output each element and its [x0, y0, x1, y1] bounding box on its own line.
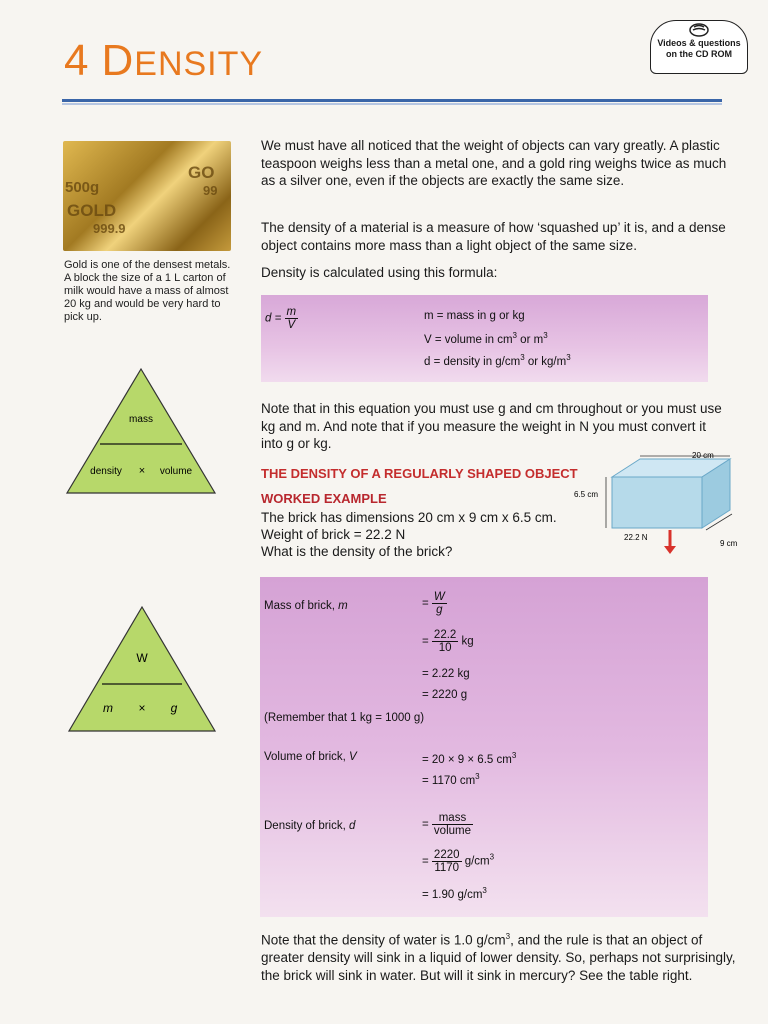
eq: = [422, 855, 429, 868]
exp: 3 [543, 331, 548, 340]
photo-label: 500g [65, 179, 100, 196]
exp: 3 [512, 331, 517, 340]
mass-formula [422, 591, 447, 616]
formula-denominator: V [287, 319, 296, 331]
triangle2-times: × [138, 701, 146, 715]
unit-kg: kg [461, 635, 474, 648]
photo-caption: Gold is one of the densest metals. A block the size of a 1 L carton of milk would have a mass of almost 20 kg and would be very hard to pick up. [64, 259, 231, 323]
vol2-text: = 1170 cm [422, 774, 476, 787]
brick-length-label: 20 cm [692, 451, 714, 460]
num1: 22.2 [433, 629, 457, 641]
cd-badge-line2: on the CD ROM [666, 49, 732, 59]
brick-diagram [570, 448, 750, 568]
note-units: Note that in this equation you must use g and cm throughout or you must use kg and m. And note that if you measure the weight in N you must convert it into g or kg. [261, 401, 722, 451]
eq: = [422, 635, 429, 648]
photo-label: GO [188, 163, 215, 182]
eq: = [422, 818, 429, 831]
density-step-2 [422, 849, 494, 874]
cd-badge-line1: Videos & questions [657, 38, 741, 48]
mass-step-2: = 2.22 kg [422, 668, 470, 680]
density-triangle [64, 366, 218, 496]
final-text: = 1.90 g/cm [422, 888, 483, 901]
def-density-text: d = density in g/cm [424, 355, 521, 368]
volume-label-text: Volume of brick, [264, 751, 350, 763]
formula-def-volume [424, 331, 548, 346]
title-rule-light [62, 103, 722, 105]
worked-line-3: What is the density of the brick? [261, 544, 453, 559]
mass-var: m [338, 600, 348, 612]
chapter-number: 4 [64, 36, 90, 85]
photo-label: GOLD [67, 201, 117, 220]
mass-step-1 [422, 629, 474, 654]
density-label-text: Density of brick, [264, 820, 349, 832]
intro-paragraph-2: The density of a material is a measure of how ‘squashed up’ it is, and a dense object contains more mass than a light object of the same size. [261, 220, 726, 253]
section-heading: THE DENSITY OF A REGULARLY SHAPED OBJECT [261, 466, 578, 481]
exp: 3 [505, 932, 511, 941]
gold-bars-photo [63, 141, 231, 251]
mass-label [264, 600, 348, 612]
volume-var: V [349, 751, 357, 763]
frac-mass: mass [432, 812, 473, 825]
formula-lhs: d = [265, 312, 282, 325]
def-volume-text: V = volume in cm [424, 333, 513, 346]
def-volume-mid: or m [516, 333, 544, 346]
density-label [264, 820, 355, 832]
weight-triangle [66, 604, 218, 734]
triangle1-left: density [90, 466, 122, 477]
worked-line-2: Weight of brick = 22.2 N [261, 527, 406, 542]
vol1-text: = 20 × 9 × 6.5 cm [422, 753, 512, 766]
brick-weight-label: 22.2 N [624, 533, 648, 542]
volume-step-2 [422, 772, 480, 787]
cd-rom-badge [650, 20, 748, 74]
remember-note: (Remember that 1 kg = 1000 g) [264, 712, 425, 724]
worked-line-1: The brick has dimensions 20 cm x 9 cm x 6.5 cm. [261, 510, 557, 525]
mass-step-3: = 2220 g [422, 689, 468, 701]
title-first-letter: D [101, 36, 135, 85]
volume-step-1 [422, 751, 516, 766]
page-title [64, 36, 263, 86]
eq: = [422, 597, 429, 610]
triangle1-times: × [138, 465, 146, 477]
mass-label-text: Mass of brick, [264, 600, 339, 612]
formula-def-mass: m = mass in g or kg [424, 310, 525, 322]
exp: 3 [566, 353, 571, 362]
intro-paragraph-1: We must have all noticed that the weight of objects can vary greatly. A plastic teaspoon weighs less than a metal one, and a gold ring weighs twice as much as a silver one, even if the objects are exactly the same size. [261, 138, 727, 188]
photo-label: 999.9 [93, 221, 126, 236]
density-result [422, 886, 487, 901]
frac-w: W [433, 591, 445, 603]
worked-example-heading: WORKED EXAMPLE [261, 491, 387, 506]
frac-g: g [436, 604, 443, 616]
formula-numerator: m [286, 306, 297, 318]
triangle1-top: mass [129, 414, 153, 425]
exp: 3 [511, 751, 517, 760]
exp: 3 [482, 886, 487, 895]
note-water-density [261, 928, 739, 984]
brick-height-label: 6.5 cm [574, 490, 599, 499]
note2-prefix: Note that the density of water is 1.0 g/cm [261, 932, 506, 948]
exp: 3 [520, 353, 525, 362]
triangle1-right: volume [159, 466, 193, 477]
triangle2-right: g [170, 701, 178, 715]
def-density-mid: or kg/m [524, 355, 567, 368]
frac-volume: volume [433, 825, 471, 837]
exp: 3 [475, 772, 480, 781]
brick-depth-label: 9 cm [720, 539, 738, 548]
den1: 10 [438, 642, 452, 654]
title-rest: ENSITY [134, 45, 264, 83]
formula-def-density [424, 353, 571, 368]
exp: 3 [489, 852, 495, 862]
num2: 2220 [433, 849, 460, 861]
density-step-1 [422, 812, 473, 837]
cd-disc-icon [688, 23, 710, 37]
density-formula [265, 306, 298, 331]
intro-paragraph-3: Density is calculated using this formula: [261, 265, 498, 280]
volume-label [264, 751, 357, 763]
triangle2-left: m [103, 701, 113, 715]
unit-gcm: g/cm [464, 855, 490, 868]
title-rule [62, 99, 722, 102]
density-var: d [349, 820, 356, 832]
photo-label: 99 [203, 183, 218, 198]
triangle2-top: W [136, 651, 148, 665]
den2: 1170 [434, 862, 460, 874]
note2-suffix: , and the rule is that an object of greater density will sink in a liquid of lower density. So, perhaps not surprisingly, the brick will sink in water. But will it sink in mercury? See the table right. [261, 932, 736, 983]
